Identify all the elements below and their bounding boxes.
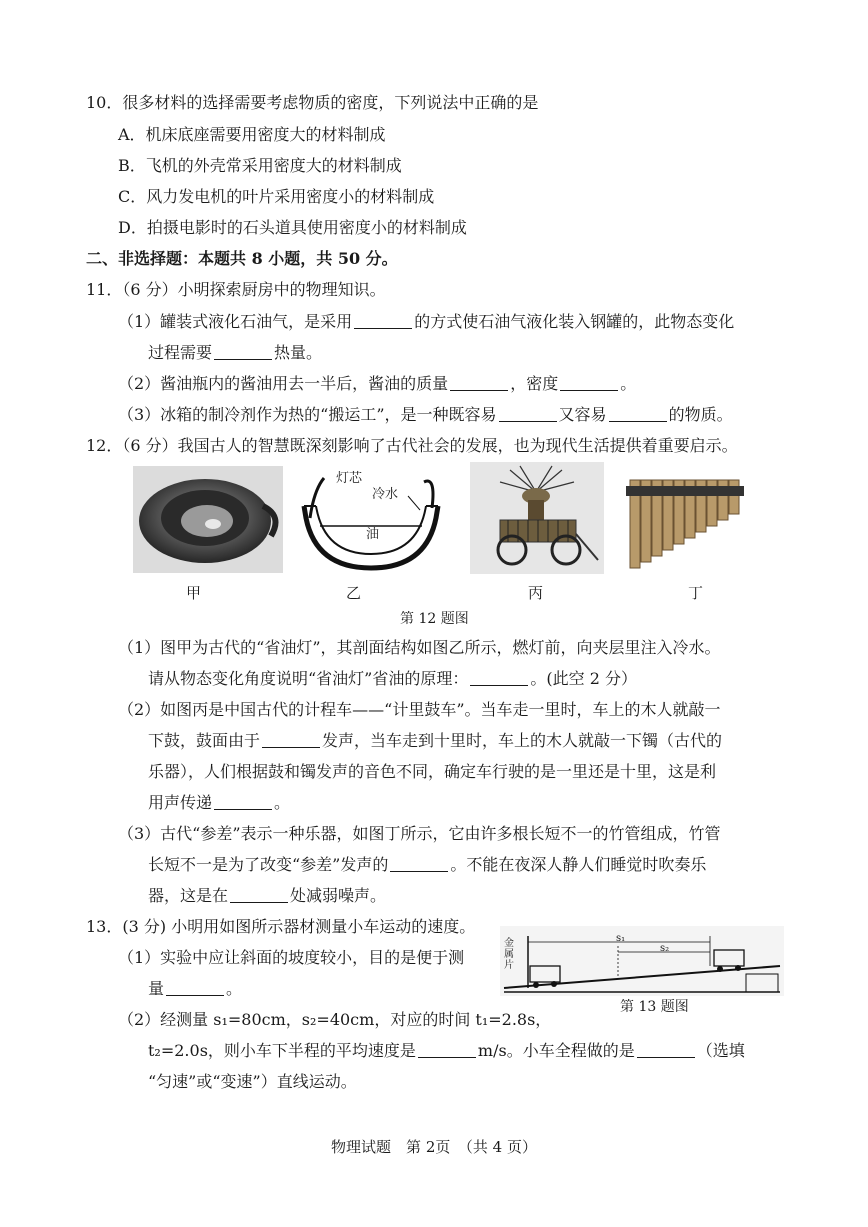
answer-blank[interactable] xyxy=(166,979,224,996)
q12-part3-line1: （3）古代“参差”表示一种乐器，如图丁所示，它由许多根长短不一的竹管组成，竹管 xyxy=(118,824,721,843)
answer-blank[interactable] xyxy=(214,793,272,810)
q11-part3-text-b: 又容易 xyxy=(558,405,607,424)
q13-part1-text-c: 。 xyxy=(226,979,243,998)
q12-part3-text-d: 器，这是在 xyxy=(148,886,229,905)
q11-part2-text-b: ，密度 xyxy=(510,374,559,393)
q12-stem: 12．（6 分）我国古人的智慧既深刻影响了古代社会的发展，也为现代生活提供着重要启示。 xyxy=(86,436,738,455)
answer-blank[interactable] xyxy=(230,886,288,903)
q12-part3-text-b: 长短不一是为了改变“参差”发声的 xyxy=(148,855,389,874)
figure-label-bing: 丙 xyxy=(528,584,544,602)
q12-part3-text-e: 处减弱噪声。 xyxy=(290,886,387,905)
q13-part2-text-d: （选填 xyxy=(696,1041,745,1060)
figure-jia-lamp-photo xyxy=(133,466,283,573)
q12-part2-text-c: 发声，当车走到十里时，车上的木人就敲一下镯（古代的 xyxy=(322,731,723,750)
figure-yi-label-water: 冷水 xyxy=(372,487,399,502)
figure-13-label-plate: 金属片 xyxy=(504,938,514,971)
q11-part3-text-c: 的物质。 xyxy=(668,405,733,424)
page-footer: 物理试题 第 2页 （共 4 页） xyxy=(331,1138,537,1156)
q11-part1-text-c: 过程需要 xyxy=(148,343,213,362)
figure-13-incline xyxy=(500,926,784,996)
q13-part1-line2 xyxy=(148,978,242,1000)
q11-part1-text-a: （1）罐装式液化石油气，是采用 xyxy=(118,312,353,331)
figure-label-yi: 乙 xyxy=(346,584,362,602)
q12-part3-line3 xyxy=(148,885,386,907)
q10-stem: 10．很多材料的选择需要考虑物质的密度，下列说法中正确的是 xyxy=(86,93,539,112)
section-2-heading: 二、非选择题：本题共 8 小题，共 50 分。 xyxy=(86,249,398,268)
q11-part3 xyxy=(118,404,733,426)
figure-yi-label-oil: 油 xyxy=(366,527,380,542)
figure-ding-pan-flute xyxy=(626,470,752,570)
q13-part2-text-b: t₂=2.0s，则小车下半程的平均速度是 xyxy=(148,1041,416,1060)
q12-part2-text-e: 用声传递 xyxy=(148,793,213,812)
q10-option-b: B．飞机的外壳常采用密度大的材料制成 xyxy=(118,156,402,175)
q12-part2-line4 xyxy=(148,792,290,814)
q12-part2-text-f: 。 xyxy=(274,793,291,812)
q11-part1-text-d: 热量。 xyxy=(274,343,323,362)
q11-part2-text-a: （2）酱油瓶内的酱油用去一半后，酱油的质量 xyxy=(118,374,449,393)
q12-part1-line1: （1）图甲为古代的“省油灯”，其剖面结构如图乙所示，燃灯前，向夹层里注入冷水。 xyxy=(118,638,721,657)
q12-part2-text-b: 下鼓，鼓面由于 xyxy=(148,731,261,750)
q10-option-a: A．机床底座需要用密度大的材料制成 xyxy=(118,125,386,144)
q13-part2-line3: “匀速”或“变速”）直线运动。 xyxy=(148,1072,357,1091)
q13-part2-line2 xyxy=(148,1040,745,1062)
figure-yi-label-wick: 灯芯 xyxy=(336,471,363,486)
answer-blank[interactable] xyxy=(499,405,557,422)
answer-blank[interactable] xyxy=(418,1041,476,1058)
q12-part1-line2 xyxy=(148,668,637,690)
q12-part1-text-b: 请从物态变化角度说明“省油灯”省油的原理： xyxy=(148,669,469,688)
q10-option-d: D．拍摄电影时的石头道具使用密度小的材料制成 xyxy=(118,218,467,237)
q11-part1-text-b: 的方式使石油气液化装入钢罐的，此物态变化 xyxy=(414,312,735,331)
q11-part3-text-a: （3）冰箱的制冷剂作为热的“搬运工”，是一种既容易 xyxy=(118,405,497,424)
q13-part2-line1: （2）经测量 s₁=80cm，s₂=40cm，对应的时间 t₁=2.8s， xyxy=(118,1010,552,1029)
q11-part2 xyxy=(118,373,636,395)
answer-blank[interactable] xyxy=(390,855,448,872)
q13-figure-caption: 第 13 题图 xyxy=(620,999,689,1015)
q12-part3-line2 xyxy=(148,854,706,876)
answer-blank[interactable] xyxy=(609,405,667,422)
figure-13-label-s1: s₁ xyxy=(616,933,626,944)
q12-part2-line1: （2）如图丙是中国古代的计程车——“计里鼓车”。当车走一里时，车上的木人就敲一 xyxy=(118,700,721,719)
answer-blank[interactable] xyxy=(214,343,272,360)
answer-blank[interactable] xyxy=(354,312,412,329)
figure-bing-drum-carriage xyxy=(470,462,604,574)
q13-part2-text-c: m/s。小车全程做的是 xyxy=(477,1041,635,1060)
answer-blank[interactable] xyxy=(637,1041,695,1058)
q13-part1-text-b: 量 xyxy=(148,979,165,998)
q12-part3-text-c: 。不能在夜深人静人们睡觉时吹奏乐 xyxy=(450,855,707,874)
figure-yi-lamp-section xyxy=(296,468,446,573)
figure-label-jia: 甲 xyxy=(186,584,202,602)
figure-13-label-s2: s₂ xyxy=(660,943,670,954)
answer-blank[interactable] xyxy=(262,731,320,748)
q11-stem: 11．（6 分）小明探索厨房中的物理知识。 xyxy=(86,280,386,299)
q10-option-c: C．风力发电机的叶片采用密度小的材料制成 xyxy=(118,187,435,206)
q12-part2-line3: 乐器），人们根据鼓和镯发声的音色不同，确定车行驶的是一里还是十里，这是利 xyxy=(148,762,717,781)
answer-blank[interactable] xyxy=(560,374,618,391)
q12-figure-caption: 第 12 题图 xyxy=(400,611,469,627)
q12-part2-line2 xyxy=(148,730,722,752)
q11-part1-line2 xyxy=(148,342,322,364)
q13-part1-line1: （1）实验中应让斜面的坡度较小，目的是便于测 xyxy=(118,948,465,967)
q12-part1-text-c: 。(此空 2 分） xyxy=(530,669,637,688)
answer-blank[interactable] xyxy=(470,669,528,686)
q11-part2-text-c: 。 xyxy=(620,374,637,393)
answer-blank[interactable] xyxy=(450,374,508,391)
figure-label-ding: 丁 xyxy=(688,584,704,602)
q13-stem: 13．(3 分) 小明用如图所示器材测量小车运动的速度。 xyxy=(86,917,476,936)
q11-part1-line1 xyxy=(118,311,734,333)
